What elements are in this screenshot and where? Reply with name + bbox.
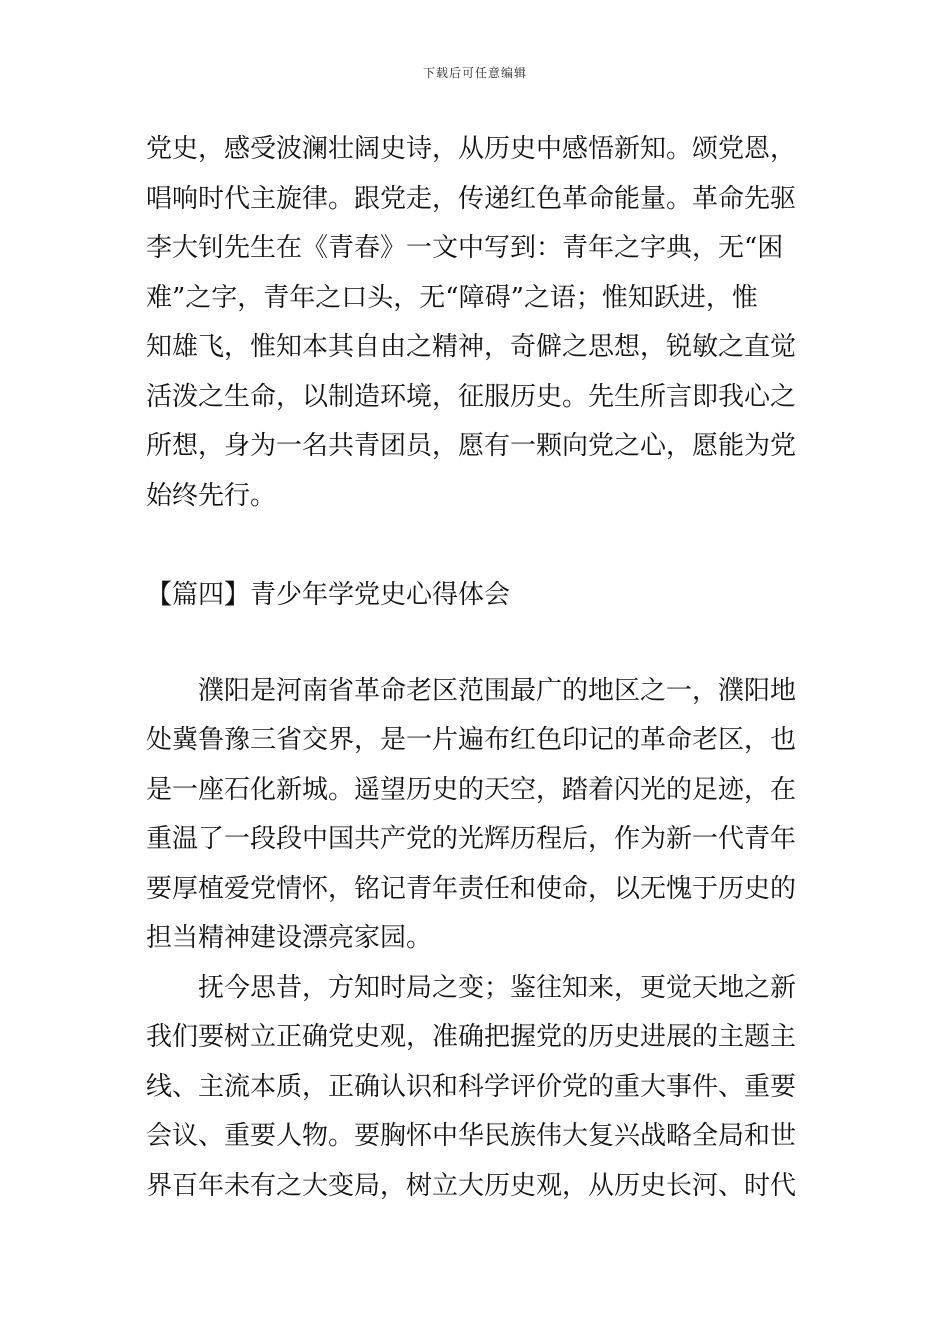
text-line: 会议、重要人物。要胸怀中华民族伟大复兴战略全局和世 — [146, 1121, 797, 1151]
spacer — [146, 625, 806, 671]
text-line: 界百年未有之大变局，树立大历史观，从历史长河、时代 — [146, 1170, 797, 1201]
text-line: 难”之字，青年之口头，无“障碍”之语；惟知跃进，惟 — [146, 282, 758, 313]
text-line: 所想，身为一名共青团员，愿有一颗向党之心，愿能为党 — [146, 431, 797, 461]
text-line: 党史，感受波澜壮阔史诗，从历史中感悟新知。颂党恩， — [146, 134, 797, 164]
paragraph-continued — [146, 129, 806, 525]
text-line: 要厚植爱党情怀，铭记青年责任和使命，以无愧于历史的 — [146, 873, 797, 904]
text-line: 处冀鲁豫三省交界，是一片遍布红色印记的革命老区，也 — [146, 725, 797, 755]
page-header: 下载后可任意编辑 — [422, 66, 527, 80]
paragraph-history-view — [146, 968, 806, 1216]
text-line: 唱响时代主旋律。跟党走，传递红色革命能量。革命先驱 — [146, 183, 797, 214]
text-line: 濮阳是河南省革命老区范围最广的地区之一，濮阳地 — [198, 675, 797, 706]
spacer — [146, 525, 806, 575]
text-line: 知雄飞，惟知本其自由之精神，奇僻之思想，锐敏之直觉 — [146, 332, 797, 362]
text-line: 抚今思昔，方知时局之变；鉴往知来，更觉天地之新 — [198, 972, 797, 1003]
text-line: 李大钊先生在《青春》一文中写到：青年之字典，无“困 — [146, 233, 784, 263]
text-line: 线、主流本质，正确认识和科学评价党的重大事件、重要 — [146, 1071, 797, 1102]
text-line: 我们要树立正确党史观，准确把握党的历史进展的主题主 — [146, 1022, 797, 1052]
text-line: 活泼之生命，以制造环境，征服历史。先生所言即我心之 — [146, 381, 797, 412]
text-line: 重温了一段段中国共产党的光辉历程后，作为新一代青年 — [146, 824, 797, 854]
text-line: 是一座石化新城。遥望历史的天空，踏着闪光的足迹，在 — [146, 774, 797, 805]
text-line: 担当精神建设漂亮家园。 — [146, 923, 433, 953]
paragraph-puyang — [146, 671, 806, 968]
document-body — [146, 129, 806, 1215]
section-heading: 【篇四】青少年学党史心得体会 — [146, 580, 511, 610]
text-line: 始终先行。 — [146, 480, 277, 511]
